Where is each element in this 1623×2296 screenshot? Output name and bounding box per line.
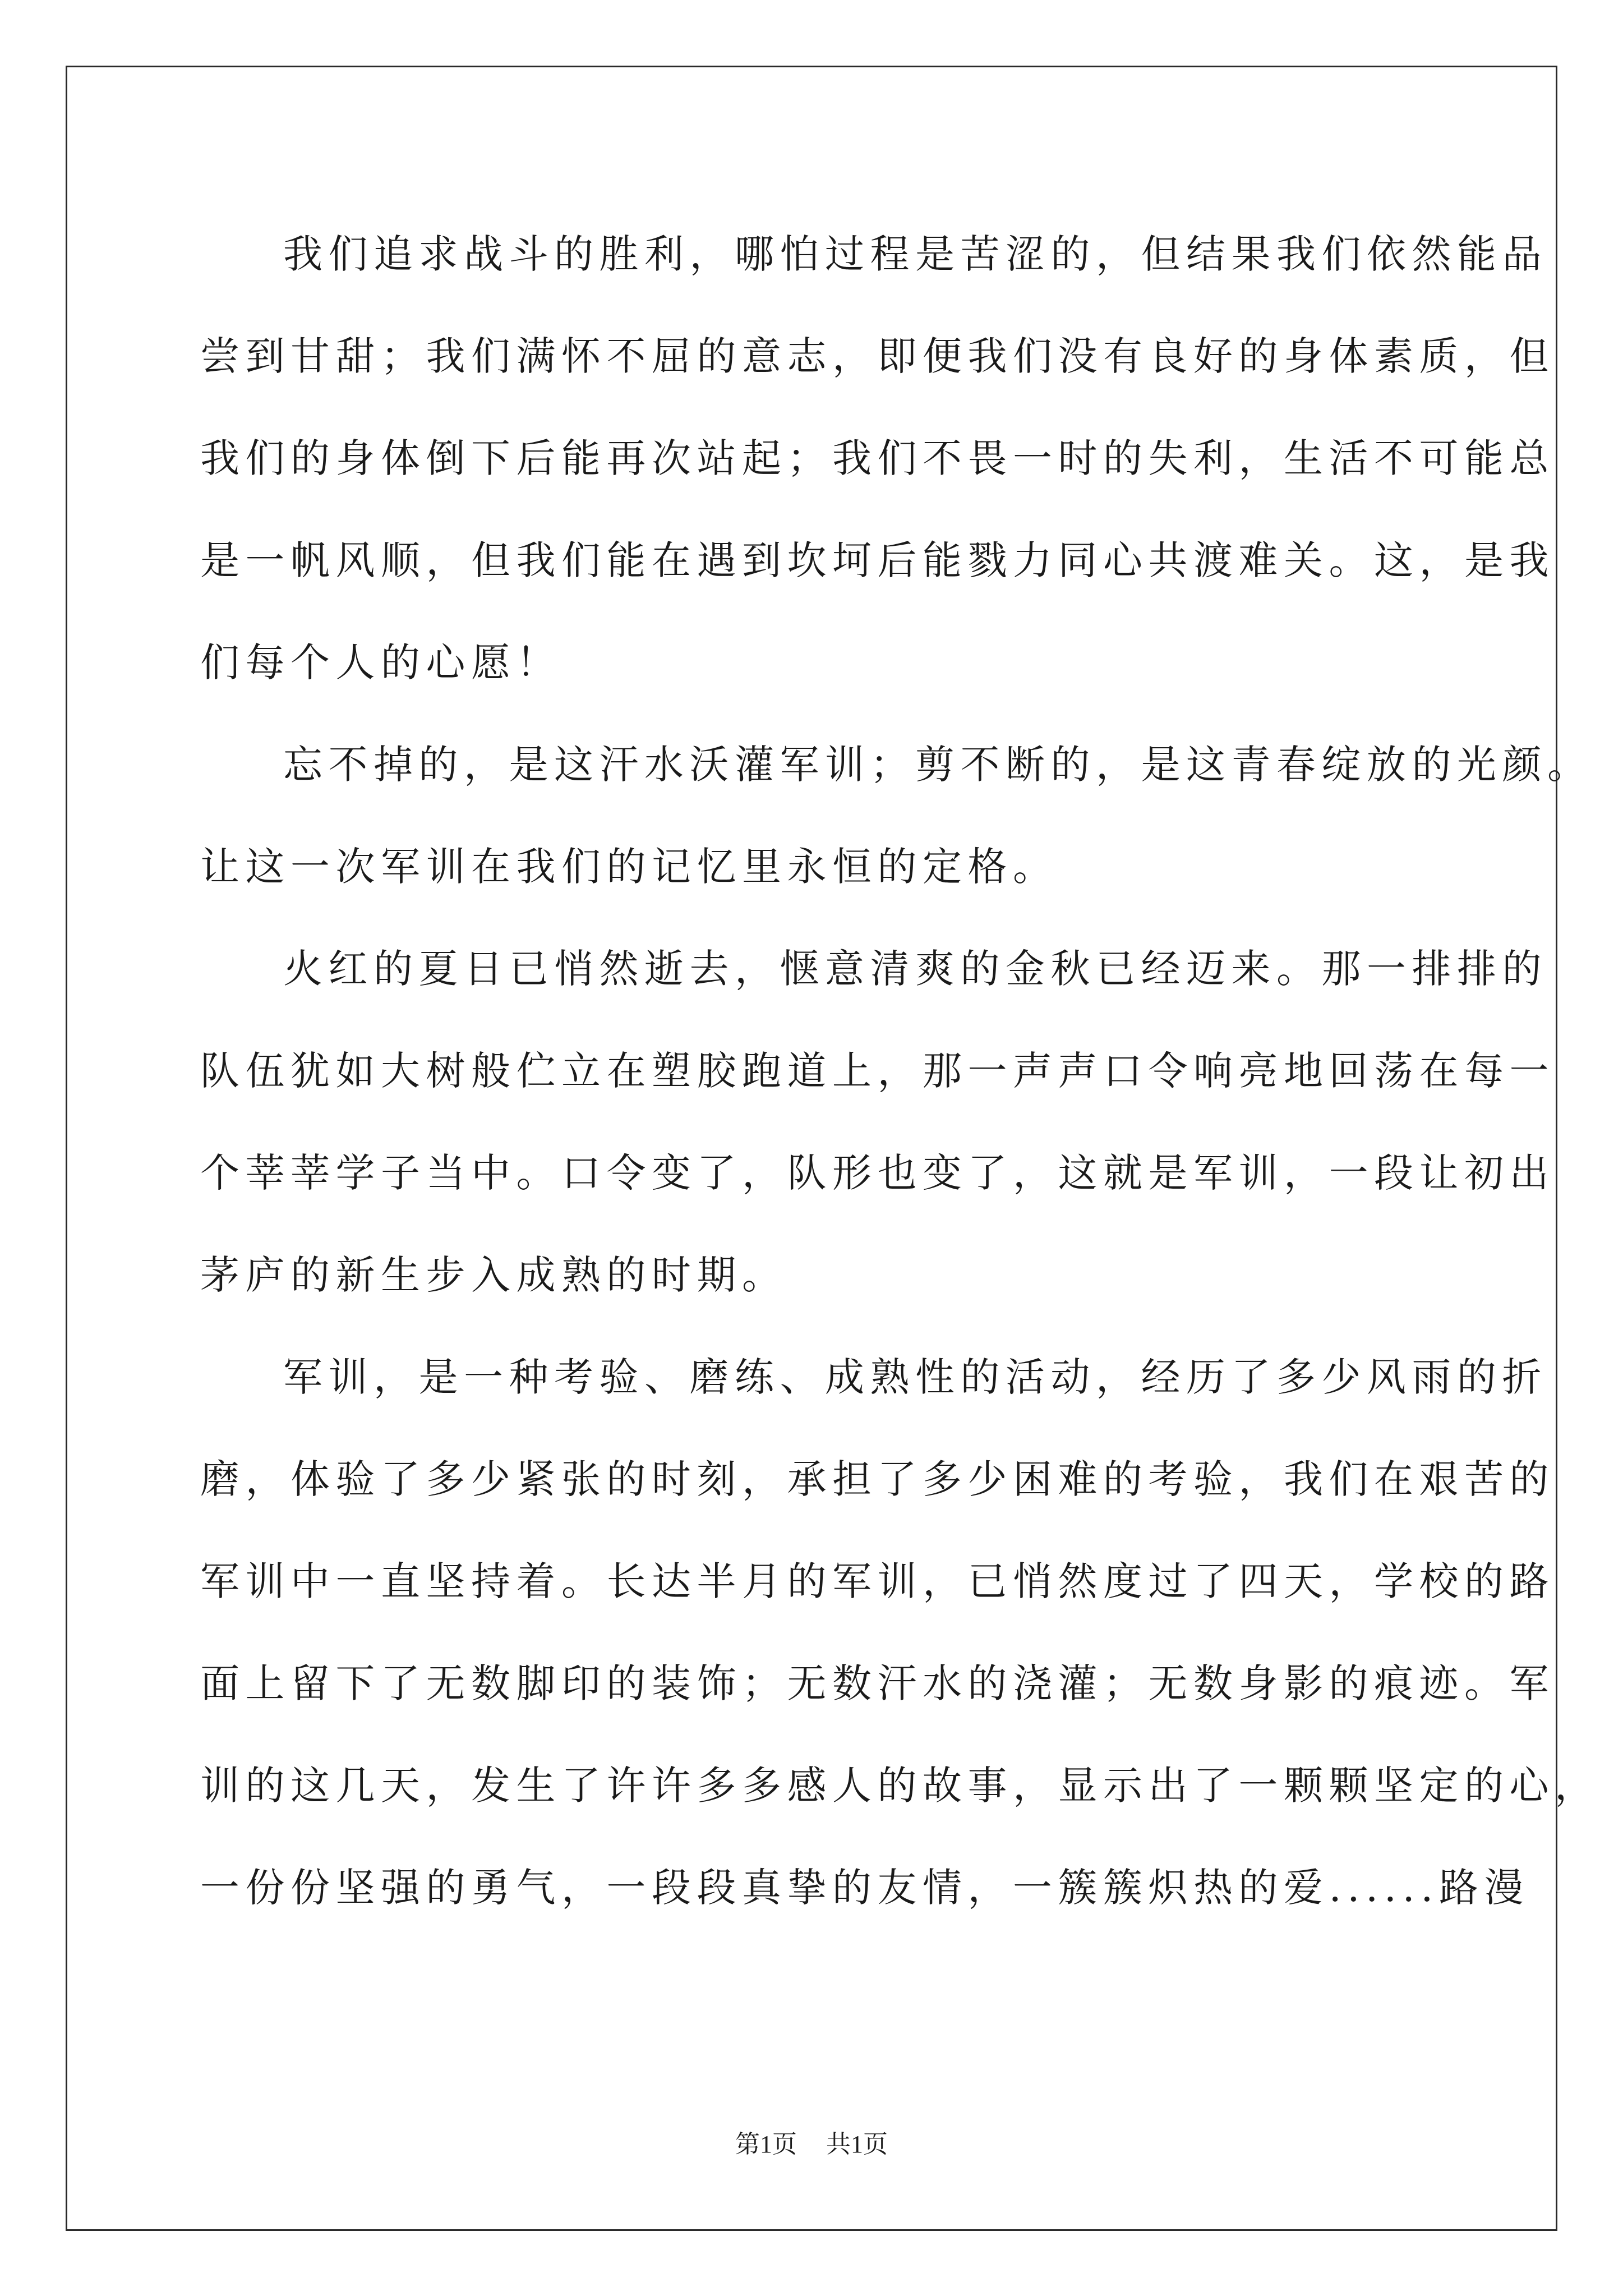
- page-number: 第1页: [735, 2131, 797, 2158]
- paragraph-line: 训的这几天，发生了许许多多感人的故事，显示出了一颗颗坚定的心，: [200, 1763, 1600, 1809]
- paragraph-line: 军训中一直坚持着。长达半月的军训，已悄然度过了四天，学校的路: [200, 1558, 1555, 1604]
- paragraph-line: 一份份坚强的勇气，一段段真挚的友情，一簇簇炽热的爱......路漫: [200, 1865, 1530, 1911]
- paragraph-1: [200, 203, 1555, 714]
- paragraph-line: 个莘莘学子当中。口令变了，队形也变了，这就是军训，一段让初出: [200, 1150, 1555, 1196]
- document-body: [200, 203, 1600, 1939]
- paragraph-line: 面上留下了无数脚印的装饰；无数汗水的浇灌；无数身影的痕迹。军: [200, 1660, 1555, 1706]
- page-total: 共1页: [826, 2131, 888, 2158]
- paragraph-line: 尝到甘甜；我们满怀不屈的意志，即便我们没有良好的身体素质，但: [200, 333, 1555, 379]
- paragraph-4: [200, 1326, 1600, 1939]
- paragraph-line: 军训，是一种考验、磨练、成熟性的活动，经历了多少风雨的折: [283, 1354, 1547, 1400]
- paragraph-line: 我们的身体倒下后能再次站起；我们不畏一时的失利，生活不可能总: [200, 435, 1555, 481]
- paragraph-line: 队伍犹如大树般伫立在塑胶跑道上，那一声声口令响亮地回荡在每一: [200, 1048, 1555, 1094]
- paragraph-3: [200, 918, 1555, 1326]
- paragraph-line: 茅庐的新生步入成熟的时期。: [200, 1252, 787, 1298]
- paragraph-line: 是一帆风顺，但我们能在遇到坎坷后能戮力同心共渡难关。这，是我: [200, 537, 1555, 583]
- paragraph-line: 我们追求战斗的胜利，哪怕过程是苦涩的，但结果我们依然能品: [283, 231, 1547, 277]
- paragraph-line: 让这一次军训在我们的记忆里永恒的定格。: [200, 844, 1058, 890]
- page-footer: [0, 2124, 1623, 2160]
- paragraph-line: 磨，体验了多少紧张的时刻，承担了多少困难的考验，我们在艰苦的: [200, 1456, 1555, 1502]
- paragraph-line: 忘不掉的，是这汗水沃灌军训；剪不断的，是这青春绽放的光颜。: [283, 742, 1593, 788]
- paragraph-line: 们每个人的心愿！: [200, 639, 561, 685]
- paragraph-2: [200, 714, 1593, 918]
- paragraph-line: 火红的夏日已悄然逝去，惬意清爽的金秋已经迈来。那一排排的: [283, 946, 1547, 992]
